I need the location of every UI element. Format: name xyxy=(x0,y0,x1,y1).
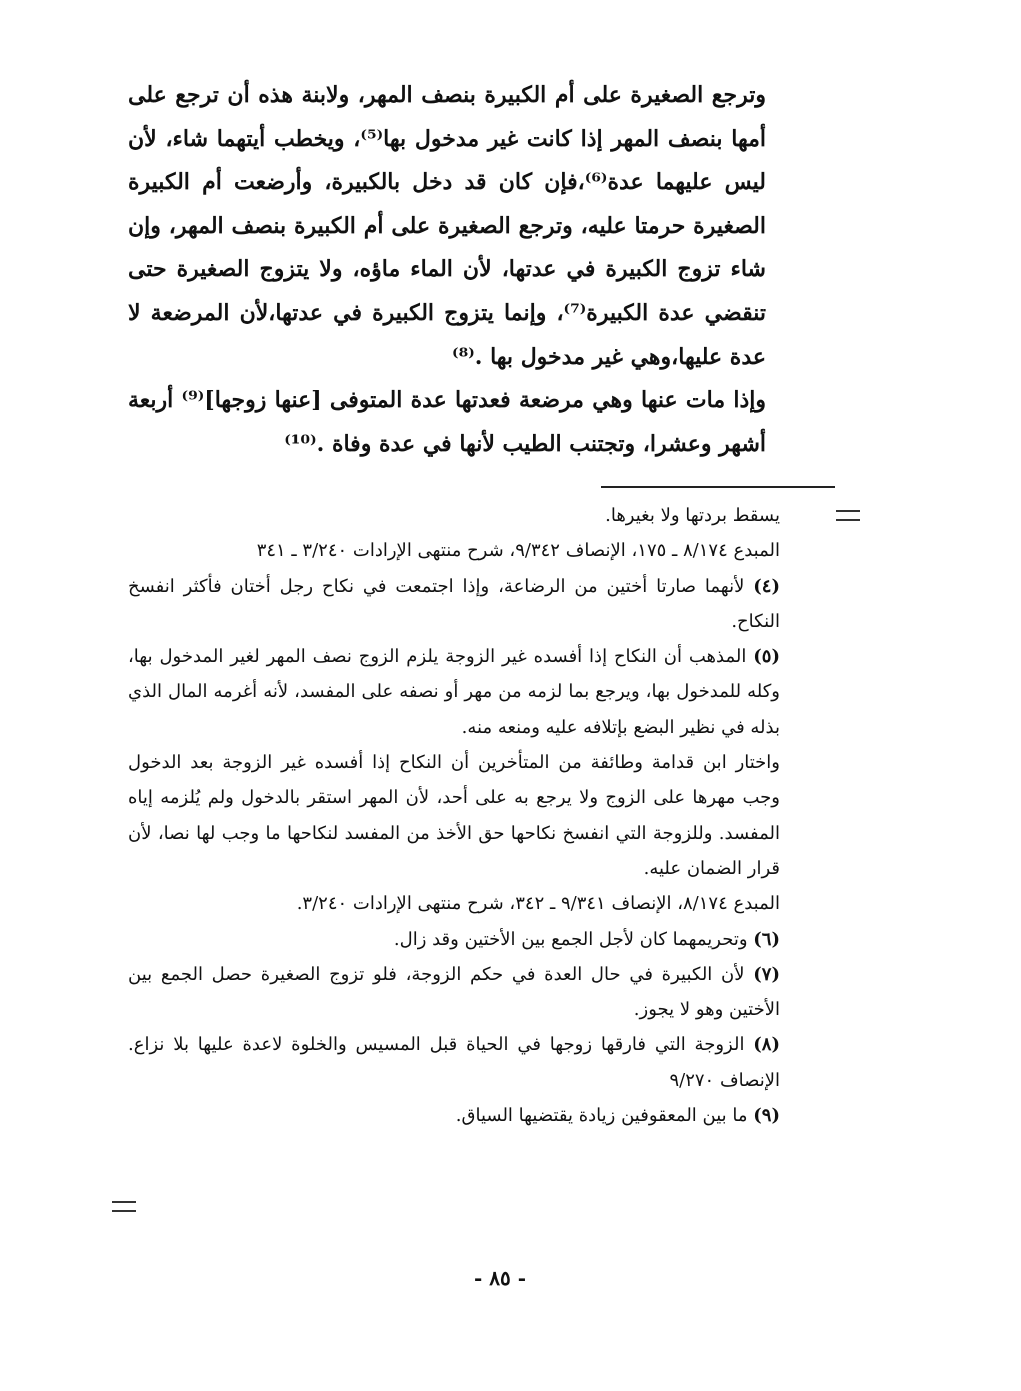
main-paragraph-2: وإذا مات عنها وهي مرضعة فعدتها عدة المتوفى [عنها زوجها]⁽⁹⁾ أربعة أشهر وعشرا، وتجتنب الطيب لأنها في عدة وفاة .⁽¹⁰⁾ xyxy=(128,387,767,457)
main-text xyxy=(128,74,766,466)
footnote-text: المبدع ٨/١٧٤ ـ ١٧٥، الإنصاف ٩/٣٤٢، شرح منتهى الإرادات ٣/٢٤٠ ـ ٣٤١ xyxy=(256,540,780,562)
footnote-reference xyxy=(128,533,780,568)
page-number: - ٨٥ - xyxy=(473,1266,526,1290)
footnote-text: ما بين المعقوفين زيادة يقتضيها السياق. xyxy=(455,1105,748,1127)
footnote-7 xyxy=(128,957,780,1028)
footnote-4 xyxy=(128,569,780,640)
footnote-number: (٨) xyxy=(753,1034,780,1056)
footnote-6 xyxy=(128,922,780,957)
double-line-mark xyxy=(836,510,860,521)
footnote-5-reference xyxy=(128,886,780,921)
double-line-mark xyxy=(112,1201,136,1212)
footnote-separator xyxy=(601,486,835,488)
footnote-continuation xyxy=(128,498,780,533)
footnote-text: المذهب أن النكاح إذا أفسده غير الزوجة يلزم الزوج نصف المهر لغير المدخول بها، وكله للمدخول بها، ويرجع بما لزمه من مهر أو نصفه على المفسد، لأنه أغرمه المال الذي بذله في نظير البضع بإتلافه عليه ومنعه منه. xyxy=(128,646,780,738)
footnote-number: (٤) xyxy=(753,575,780,597)
footnote-text: وتحريمهما كان لأجل الجمع بين الأختين وقد زال. xyxy=(393,928,748,950)
footnote-8 xyxy=(128,1027,780,1098)
footnote-5-continued xyxy=(128,745,780,886)
footnotes xyxy=(128,498,780,1133)
footnote-number: (٧) xyxy=(753,963,780,985)
footnote-text: لأنهما صارتا أختين من الرضاعة، وإذا اجتمعت في نكاح رجل أختان فأكثر انفسخ النكاح. xyxy=(128,575,780,632)
footnote-number: (٦) xyxy=(753,928,780,950)
footnote-5 xyxy=(128,639,780,745)
footnote-number: (٥) xyxy=(753,646,780,668)
main-paragraph-1: وترجع الصغيرة على أم الكبيرة بنصف المهر، ولابنة هذه أن ترجع على أمها بنصف المهر إذا كانت غير مدخول بها⁽⁵⁾، ويخطب أيتهما شاء، لأن ليس عليهما عدة⁽⁶⁾،فإن كان قد دخل بالكبيرة، وأرضعت أم الكبيرة الصغيرة حرمتا عليه، وترجع الصغيرة على أم الكبيرة بنصف المهر، وإن شاء تزوج الكبيرة في عدتها، لأن الماء ماؤه، ولا يتزوج الصغيرة حتى تنقضي عدة الكبيرة⁽⁷⁾، وإنما يتزوج الكبيرة في عدتها،لأن المرضعة لا عدة عليها،وهي غير مدخول بها .⁽⁸⁾ xyxy=(128,82,767,370)
footnote-text: واختار ابن قدامة وطائفة من المتأخرين أن النكاح إذا أفسده غير الزوجة بعد الدخول وجب مهرها على الزوج ولا يرجع به على أحد، لأن المهر استقر بالدخول ولم يُلزمه إياه المفسد. وللزوجة التي انفسخ نكاحها حق الأخذ من المفسد لنكاحها ما وجب لها نصا، لأن قرار الضمان عليه. xyxy=(128,752,780,879)
footnote-text: المبدع ٨/١٧٤، الإنصاف ٩/٣٤١ ـ ٣٤٢، شرح منتهى الإرادات ٣/٢٤٠. xyxy=(296,893,780,915)
footnote-9 xyxy=(128,1098,780,1133)
footnote-text: لأن الكبيرة في حال العدة في حكم الزوجة، فلو تزوج الصغيرة حصل الجمع بين الأختين وهو لا يجوز. xyxy=(128,963,780,1021)
footnote-number: (٩) xyxy=(753,1105,780,1127)
footnote-text: الزوجة التي فارقها زوجها في الحياة قبل المسيس والخلوة لاعدة عليها بلا نزاع. الإنصاف ٩/٢٧٠ xyxy=(128,1034,780,1091)
footnote-text: يسقط بردتها ولا بغيرها. xyxy=(605,505,780,526)
